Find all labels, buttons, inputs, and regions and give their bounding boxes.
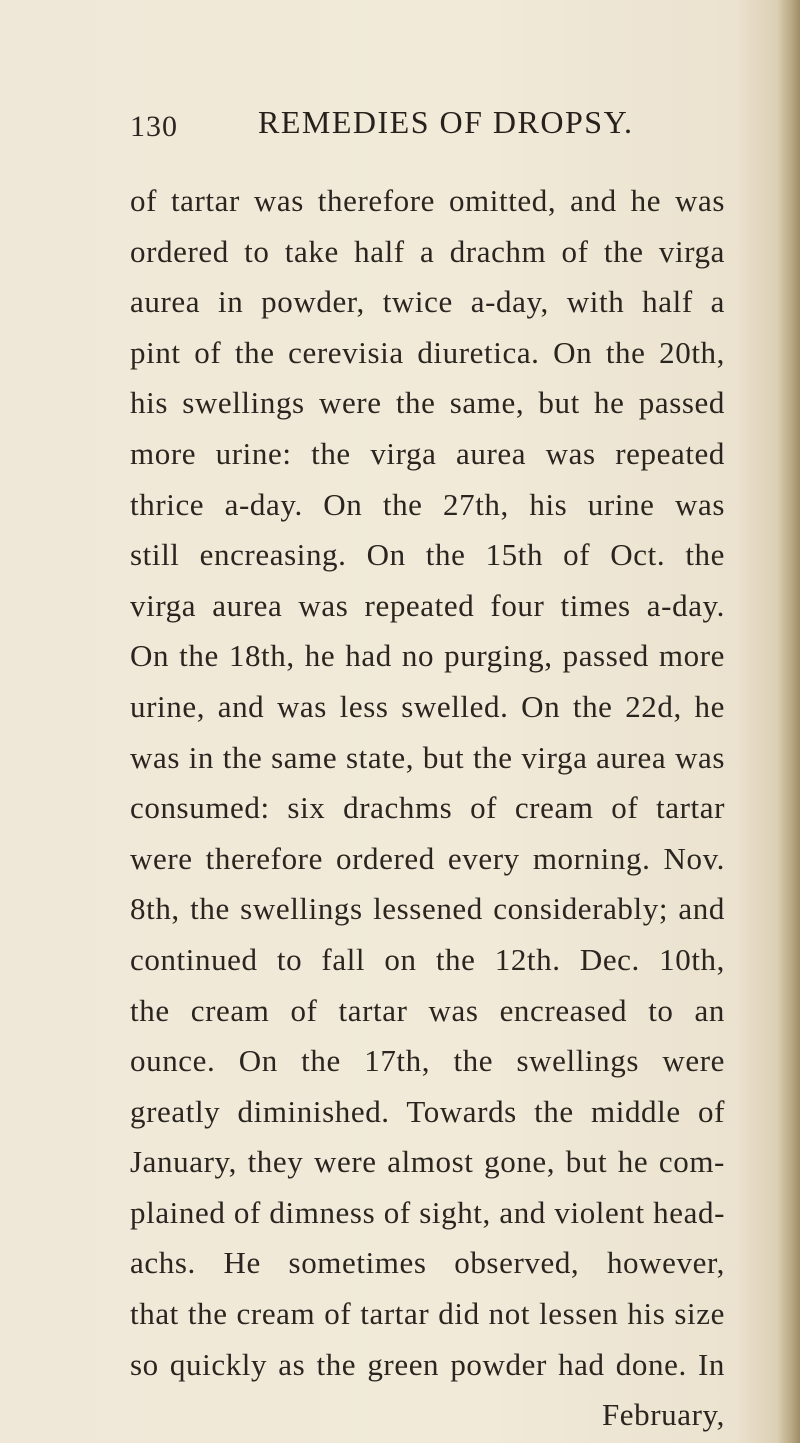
text-line: that the cream of tartar did not lessen his size xyxy=(130,1296,725,1332)
text-line: thrice a-day. On the 27th, his urine was xyxy=(130,486,725,522)
text-line: more urine: the virga aurea was repeated xyxy=(130,435,725,471)
text-line: so quickly as the green powder had done. In xyxy=(130,1346,725,1382)
text-line: pint of the cerevisia diuretica. On the 20th, xyxy=(130,334,725,370)
text-line: continued to fall on the 12th. Dec. 10th, xyxy=(130,941,725,977)
text-line: still encreasing. On the 15th of Oct. the xyxy=(130,537,725,573)
text-line: virga aurea was repeated four times a-day. xyxy=(130,587,725,623)
text-line: was in the same state, but the virga aurea was xyxy=(130,739,725,775)
text-line: January, they were almost gone, but he com- xyxy=(130,1144,725,1180)
text-line: greatly diminished. Towards the middle of xyxy=(130,1093,725,1129)
text-line: achs. He sometimes observed, however, xyxy=(130,1245,725,1281)
text-line: of tartar was therefore omitted, and he was xyxy=(130,183,725,218)
text-line: urine, and was less swelled. On the 22d, he xyxy=(130,688,725,724)
text-line: ordered to take half a drachm of the virga xyxy=(130,233,725,269)
running-title: REMEDIES OF DROPSY. xyxy=(258,104,634,140)
running-head xyxy=(130,98,730,146)
page-edge-shadow xyxy=(778,0,800,1443)
body-text xyxy=(130,176,725,1441)
text-line: his swellings were the same, but he passed xyxy=(130,385,725,421)
text-line: the cream of tartar was encreased to an xyxy=(130,992,725,1028)
text-line: On the 18th, he had no purging, passed more xyxy=(130,638,725,674)
page-number: 130 xyxy=(130,110,178,143)
text-line: consumed: six drachms of cream of tartar xyxy=(130,790,725,826)
text-line: 8th, the swellings lessened considerably; and xyxy=(130,891,725,927)
text-line: plained of dimness of sight, and violent head- xyxy=(130,1194,725,1230)
catchword: February, xyxy=(601,1397,725,1433)
text-line: were therefore ordered every morning. Nov. xyxy=(130,840,725,876)
text-line: ounce. On the 17th, the swellings were xyxy=(130,1043,725,1079)
text-line: aurea in powder, twice a-day, with half a xyxy=(130,284,725,320)
